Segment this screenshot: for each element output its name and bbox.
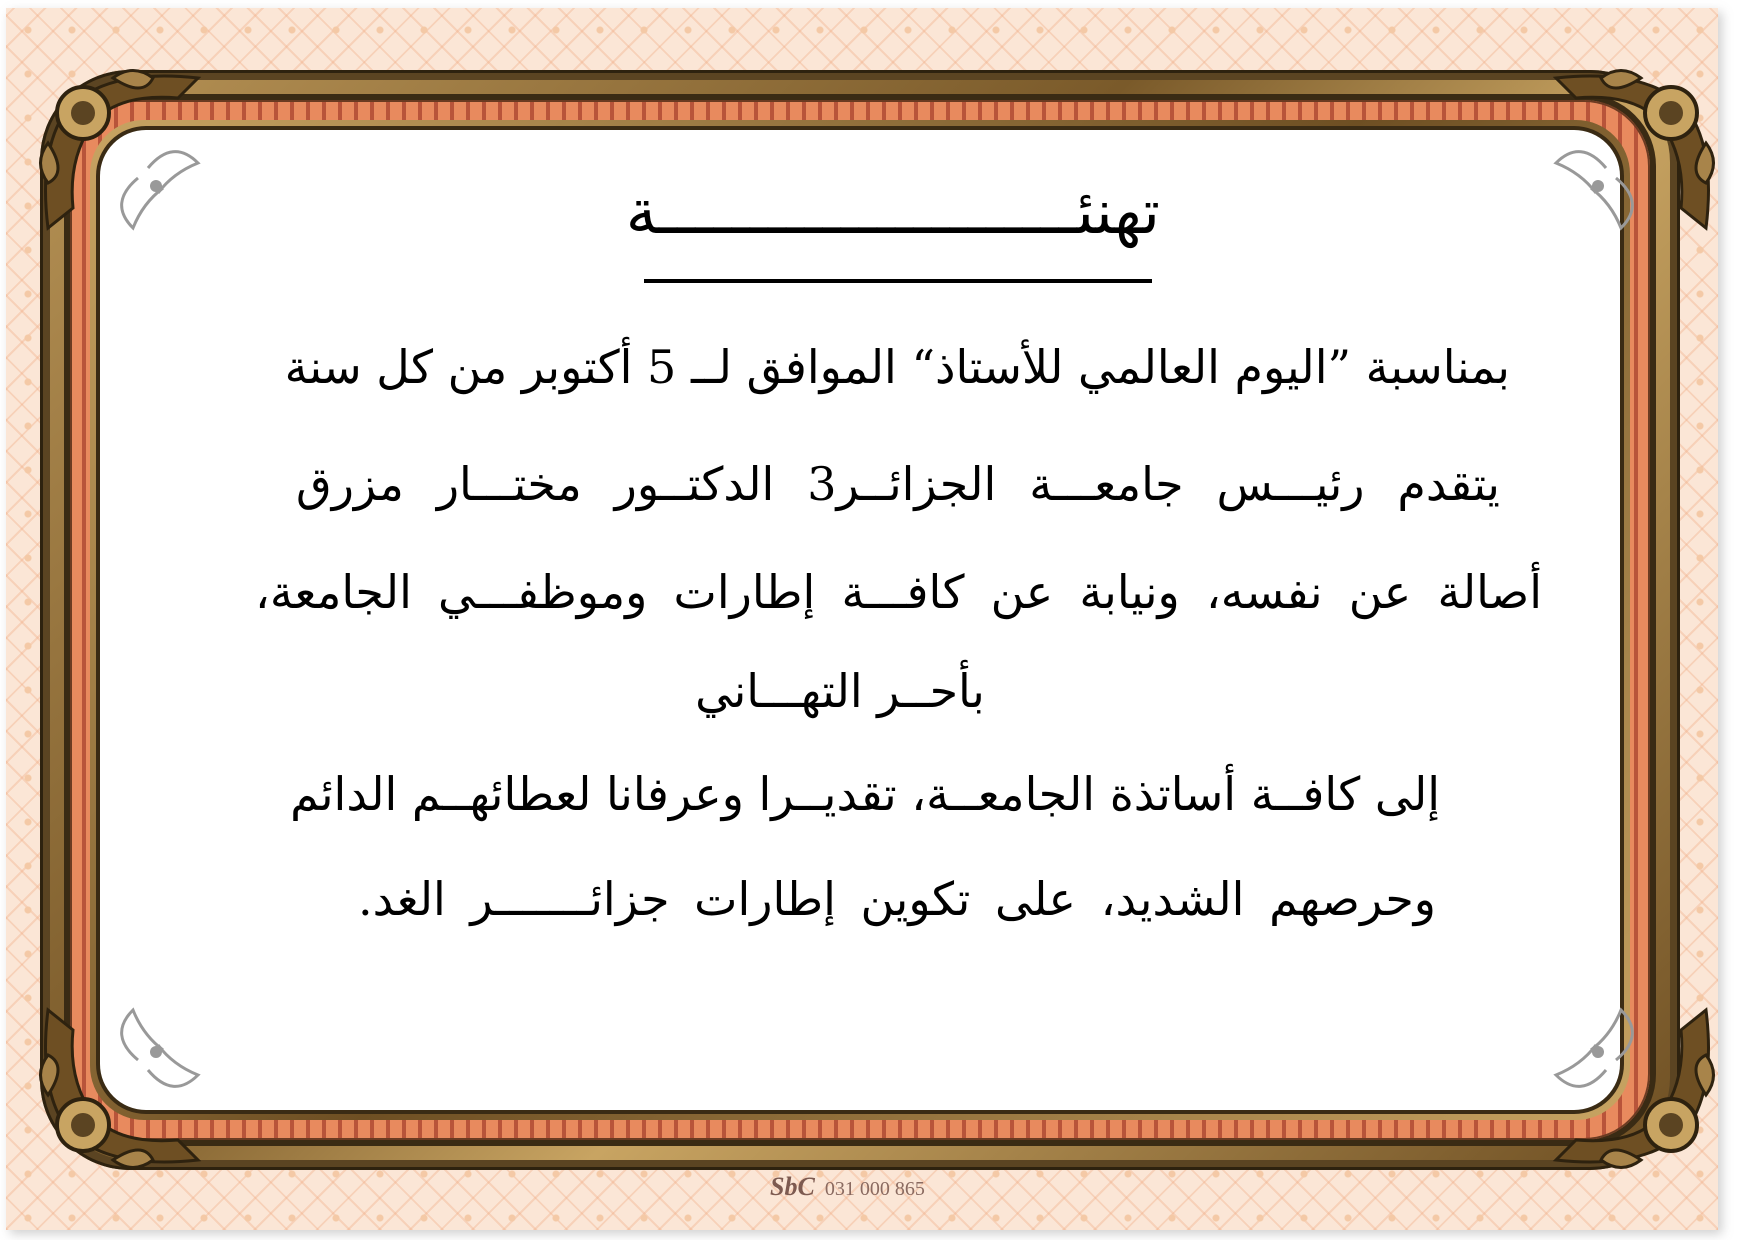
body-line-4: بأحــر التهـــاني — [695, 664, 985, 718]
body-line-2: يتقدم رئيـــس جامعـــة الجزائــر3 الدكتــور مختـــار مزرق — [296, 457, 1500, 511]
corner-ornament-icon — [28, 990, 218, 1180]
corner-ornament-icon — [1536, 990, 1726, 1180]
certificate-title: تهنئـــــــــــــــــــــــة — [625, 175, 1160, 248]
body-line-5: إلى كافــة أساتذة الجامعــة، تقديــرا وعرفانا لعطائهــم الدائم — [290, 767, 1440, 821]
paper-brand: SbC — [770, 1172, 815, 1201]
body-line-1: بمناسبة ”اليوم العالمي للأستاذ“ الموافق لــ 5 أكتوبر من كل سنة — [284, 340, 1510, 394]
body-line-6: وحرصهم الشديد، على تكوين إطارات جزائـــــــر الغد. — [358, 872, 1436, 926]
paper-code — [770, 1172, 925, 1202]
title-underline — [644, 279, 1152, 283]
body-line-3: أصالة عن نفسه، ونيابة عن كافـــة إطارات وموظفـــي الجامعة، — [255, 565, 1542, 619]
paper-code-number: 031 000 865 — [824, 1178, 925, 1200]
corner-ornament-icon — [28, 58, 218, 248]
corner-ornament-icon — [1536, 58, 1726, 248]
